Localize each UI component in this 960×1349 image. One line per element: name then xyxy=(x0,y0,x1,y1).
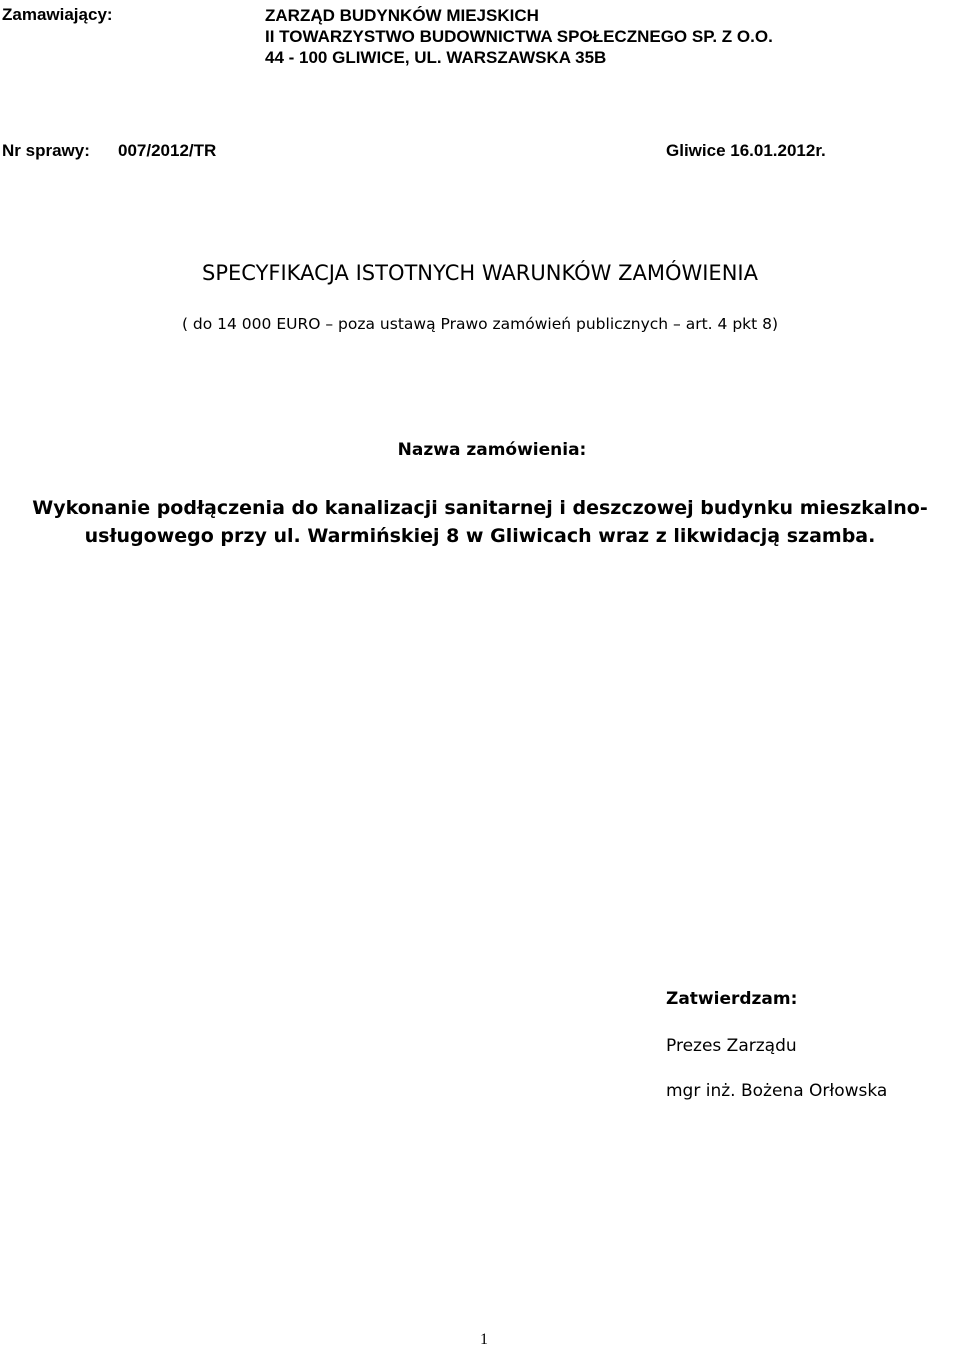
document-subtitle: ( do 14 000 EURO – poza ustawą Prawo zamówień publicznych – art. 4 pkt 8) xyxy=(181,315,779,333)
order-name-label: Nazwa zamówienia: xyxy=(397,440,587,460)
orderer-line: II TOWARZYSTWO BUDOWNICTWA SPOŁECZNEGO SP. Z O.O. xyxy=(265,27,773,46)
orderer-line: 44 - 100 GLIWICE, UL. WARSZAWSKA 35B xyxy=(265,48,607,67)
order-name-line: Wykonanie podłączenia do kanalizacji sanitarnej i deszczowej budynku mieszkalno- xyxy=(32,497,928,519)
approval-label: Zatwierdzam: xyxy=(666,989,798,1009)
order-name-line: usługowego przy ul. Warmińskiej 8 w Gliwicach wraz z likwidacją szamba. xyxy=(84,525,876,547)
page-number: 1 xyxy=(480,1331,488,1348)
orderer-address xyxy=(265,5,773,68)
order-name xyxy=(8,494,952,550)
orderer-line: ZARZĄD BUDYNKÓW MIEJSKICH xyxy=(265,6,539,25)
approver-name: mgr inż. Bożena Orłowska xyxy=(666,1081,888,1101)
document-title: SPECYFIKACJA ISTOTNYCH WARUNKÓW ZAMÓWIENIA xyxy=(202,261,758,285)
orderer-label: Zamawiający: xyxy=(2,5,113,24)
case-number-label: Nr sprawy: xyxy=(2,141,90,160)
place-date: Gliwice 16.01.2012r. xyxy=(666,141,826,160)
case-number: 007/2012/TR xyxy=(118,141,217,160)
approver-role: Prezes Zarządu xyxy=(666,1036,797,1056)
